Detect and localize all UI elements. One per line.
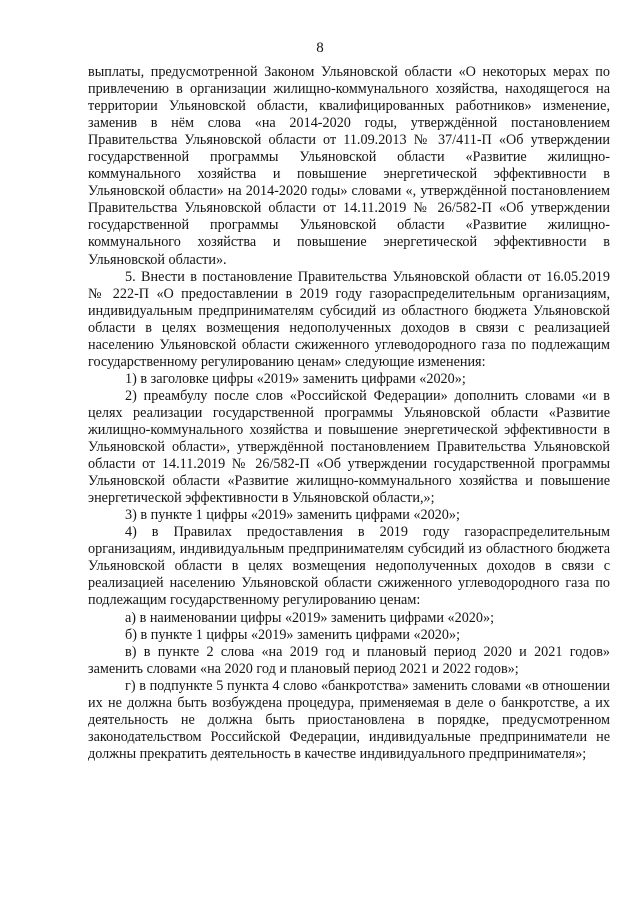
paragraph-subitem-2: 2) преамбулу после слов «Российской Федерации» дополнить словами «и в целях реализации государственной программы Ульяновской области «Развитие жилищно-коммунального хозяйства и повышение энергетической эффективности в Ульяновской области», утверждённой постановлением Правительства Ульяновской области от 14.11.2019 № 26/582-П «Об утверждении государственной программы Ульяновской области «Развитие жилищно-коммунального хозяйства и повышение энергетической эффективности в Ульяновской области,»; (88, 387, 610, 507)
paragraph-subitem-a: а) в наименовании цифры «2019» заменить цифрами «2020»; (125, 609, 495, 626)
paragraph-subitem-b: б) в пункте 1 цифры «2019» заменить цифрами «2020»; (125, 626, 461, 643)
paragraph-subitem-3: 3) в пункте 1 цифры «2019» заменить цифрами «2020»; (125, 507, 460, 524)
page-number: 8 (316, 40, 324, 56)
paragraph-subitem-1: 1) в заголовке цифры «2019» заменить цифрами «2020»; (125, 370, 466, 387)
paragraph-continuation: выплаты, предусмотренной Законом Ульяновской области «О некоторых мерах по привлечению в организации жилищно-коммунального хозяйства, находящегося на территории Ульяновской области, квалифицированных работников» изменение, заменив в нём слова «на 2014-2020 годы, утверждённой постановлением Правительства Ульяновской области от 11.09.2013 № 37/411-П «Об утверждении государственной программы Ульяновской области «Развитие жилищно-коммунального хозяйства и повышение энергетической эффективности в Ульяновской области» на 2014-2020 годы» словами «, утверждённой постановлением Правительства Ульяновской области от 14.11.2019 № 26/582-П «Об утверждении государственной программы Ульяновской области «Развитие жилищно-коммунального хозяйства и повышение энергетической эффективности в Ульяновской области». (88, 64, 610, 268)
paragraph-subitem-v: в) в пункте 2 слова «на 2019 год и плановый период 2020 и 2021 годов» заменить словами «на 2020 год и плановый период 2021 и 2022 годов»; (88, 643, 610, 677)
paragraph-subitem-g: г) в подпункте 5 пункта 4 слово «банкротства» заменить словами «в отношении их не должна быть возбуждена процедура, применяемая в деле о банкротстве, а их деятельность не должна быть приостановлена в порядке, предусмотренном законодательством Российской Федерации, индивидуальные предприниматели не должны прекратить деятельность в качестве индивидуального предпринимателя»; (88, 677, 610, 762)
document-body (88, 64, 610, 763)
paragraph-subitem-4: 4) в Правилах предоставления в 2019 году газораспределительным организациям, индивидуальным предпринимателям субсидий из областного бюджета Ульяновской области в целях возмещения недополученных доходов в связи с реализацией населению Ульяновской области сжиженного углеводородного газа по подлежащим государственному регулированию ценам: (88, 524, 610, 609)
paragraph-item-5: 5. Внести в постановление Правительства Ульяновской области от 16.05.2019 № 222-П «О предоставлении в 2019 году газораспределительным организациям, индивидуальным предпринимателям субсидий из областного бюджета Ульяновской области в целях возмещения недополученных доходов в связи с реализацией населению Ульяновской области сжиженного углеводородного газа по подлежащим государственному регулированию ценам» следующие изменения: (88, 268, 610, 370)
